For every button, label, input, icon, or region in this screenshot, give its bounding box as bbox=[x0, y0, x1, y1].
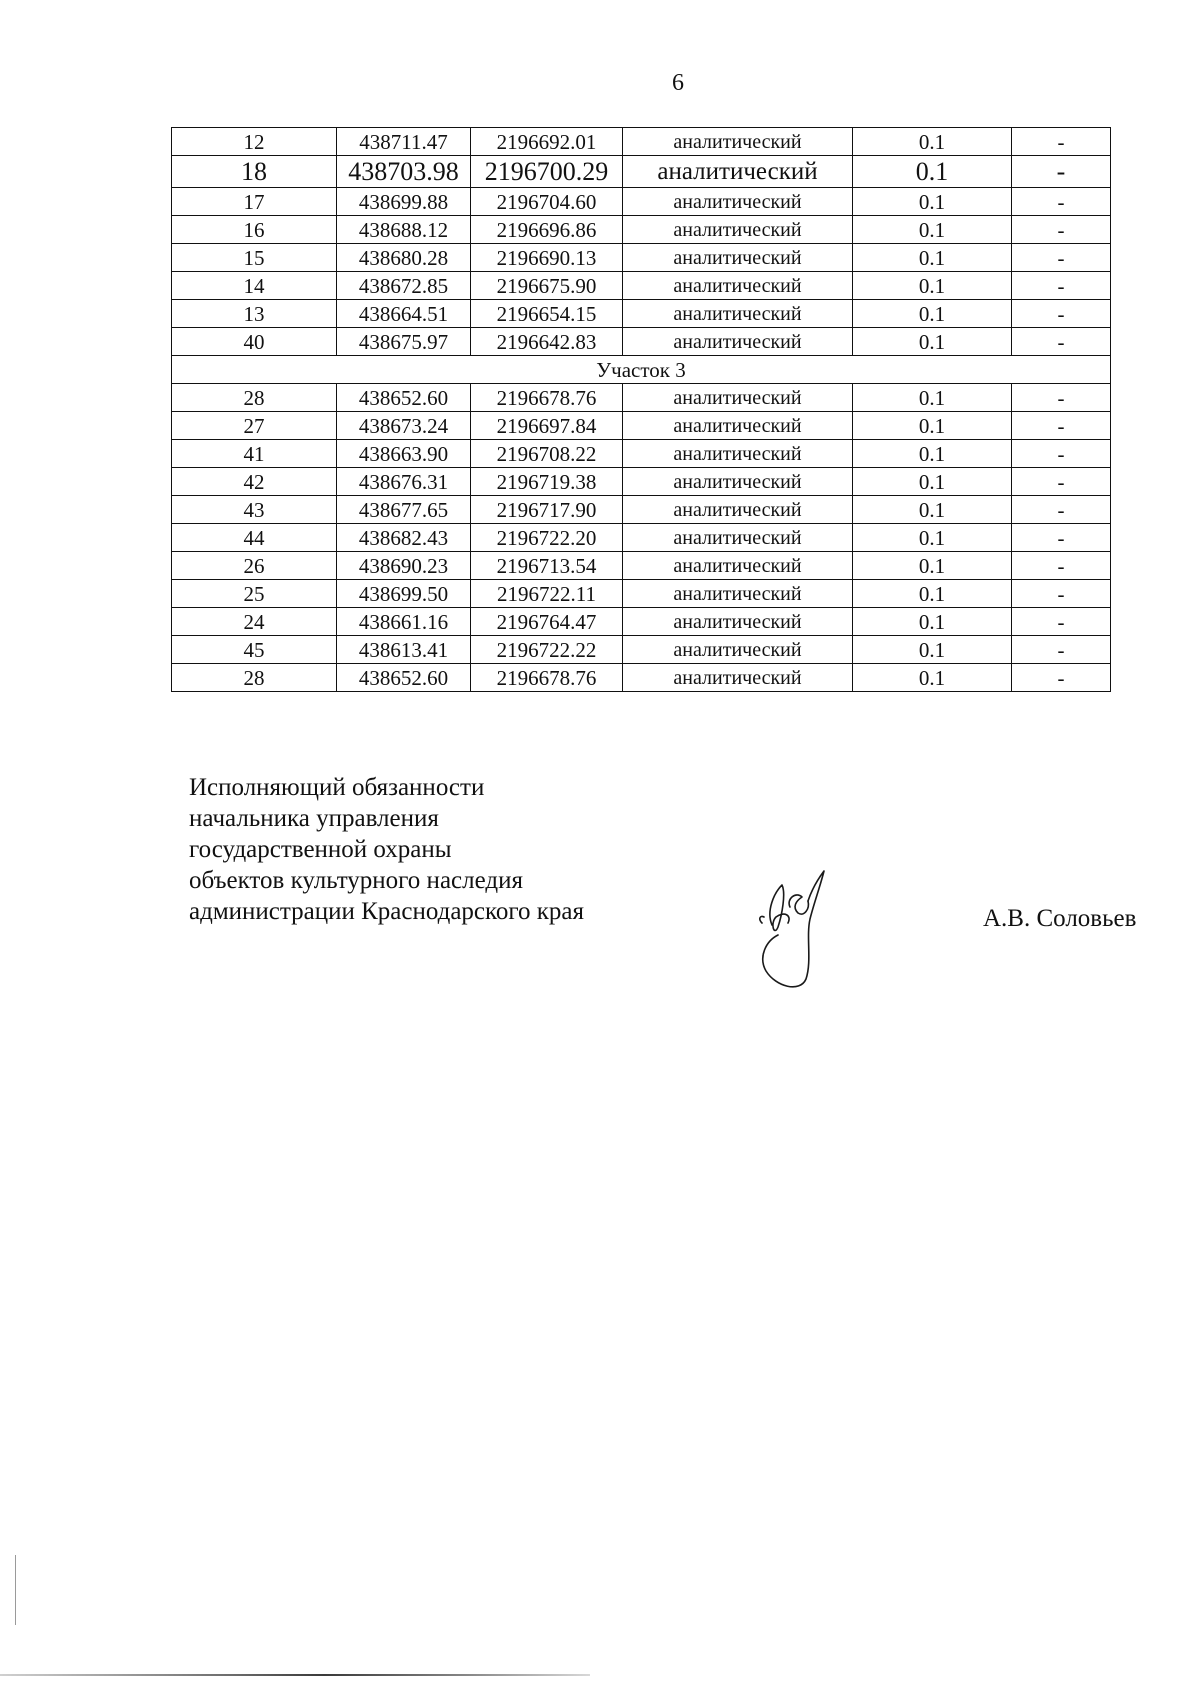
cell-method: аналитический bbox=[623, 496, 853, 524]
cell-method: аналитический bbox=[623, 552, 853, 580]
cell-point-number: 17 bbox=[172, 188, 337, 216]
cell-y-coordinate: 2196764.47 bbox=[471, 608, 623, 636]
cell-x-coordinate: 438664.51 bbox=[337, 300, 471, 328]
table-row bbox=[172, 156, 1111, 188]
signatory-line: объектов культурного наследия bbox=[189, 867, 523, 894]
cell-point-number: 25 bbox=[172, 580, 337, 608]
cell-x-coordinate: 438680.28 bbox=[337, 244, 471, 272]
cell-note: - bbox=[1012, 412, 1111, 440]
cell-x-coordinate: 438675.97 bbox=[337, 328, 471, 356]
cell-x-coordinate: 438613.41 bbox=[337, 636, 471, 664]
cell-note: - bbox=[1012, 216, 1111, 244]
cell-note: - bbox=[1012, 244, 1111, 272]
cell-accuracy: 0.1 bbox=[853, 636, 1012, 664]
cell-x-coordinate: 438652.60 bbox=[337, 384, 471, 412]
cell-y-coordinate: 2196722.22 bbox=[471, 636, 623, 664]
cell-accuracy: 0.1 bbox=[853, 188, 1012, 216]
cell-point-number: 27 bbox=[172, 412, 337, 440]
scan-artifact bbox=[15, 1555, 16, 1625]
section-title: Участок 3 bbox=[172, 356, 1111, 384]
cell-y-coordinate: 2196708.22 bbox=[471, 440, 623, 468]
table-row bbox=[172, 608, 1111, 636]
cell-method: аналитический bbox=[623, 384, 853, 412]
cell-note: - bbox=[1012, 608, 1111, 636]
cell-x-coordinate: 438652.60 bbox=[337, 664, 471, 692]
cell-method: аналитический bbox=[623, 188, 853, 216]
cell-y-coordinate: 2196642.83 bbox=[471, 328, 623, 356]
cell-accuracy: 0.1 bbox=[853, 524, 1012, 552]
cell-method: аналитический bbox=[623, 156, 853, 188]
cell-point-number: 45 bbox=[172, 636, 337, 664]
cell-x-coordinate: 438688.12 bbox=[337, 216, 471, 244]
table-row bbox=[172, 188, 1111, 216]
cell-y-coordinate: 2196678.76 bbox=[471, 384, 623, 412]
cell-y-coordinate: 2196696.86 bbox=[471, 216, 623, 244]
table-row bbox=[172, 552, 1111, 580]
cell-point-number: 28 bbox=[172, 664, 337, 692]
table-row bbox=[172, 580, 1111, 608]
cell-accuracy: 0.1 bbox=[853, 552, 1012, 580]
cell-note: - bbox=[1012, 128, 1111, 156]
cell-accuracy: 0.1 bbox=[853, 608, 1012, 636]
cell-note: - bbox=[1012, 384, 1111, 412]
cell-point-number: 44 bbox=[172, 524, 337, 552]
cell-method: аналитический bbox=[623, 272, 853, 300]
cell-method: аналитический bbox=[623, 608, 853, 636]
table-row bbox=[172, 412, 1111, 440]
cell-x-coordinate: 438699.88 bbox=[337, 188, 471, 216]
table-row bbox=[172, 384, 1111, 412]
cell-method: аналитический bbox=[623, 580, 853, 608]
cell-accuracy: 0.1 bbox=[853, 468, 1012, 496]
cell-method: аналитический bbox=[623, 664, 853, 692]
cell-note: - bbox=[1012, 664, 1111, 692]
table-row bbox=[172, 272, 1111, 300]
table-row bbox=[172, 636, 1111, 664]
cell-accuracy: 0.1 bbox=[853, 496, 1012, 524]
cell-note: - bbox=[1012, 496, 1111, 524]
cell-method: аналитический bbox=[623, 440, 853, 468]
cell-y-coordinate: 2196722.20 bbox=[471, 524, 623, 552]
cell-x-coordinate: 438677.65 bbox=[337, 496, 471, 524]
cell-method: аналитический bbox=[623, 328, 853, 356]
cell-y-coordinate: 2196678.76 bbox=[471, 664, 623, 692]
cell-y-coordinate: 2196722.11 bbox=[471, 580, 623, 608]
cell-method: аналитический bbox=[623, 412, 853, 440]
cell-x-coordinate: 438676.31 bbox=[337, 468, 471, 496]
cell-note: - bbox=[1012, 440, 1111, 468]
cell-point-number: 28 bbox=[172, 384, 337, 412]
cell-accuracy: 0.1 bbox=[853, 384, 1012, 412]
cell-point-number: 15 bbox=[172, 244, 337, 272]
cell-method: аналитический bbox=[623, 300, 853, 328]
cell-point-number: 26 bbox=[172, 552, 337, 580]
cell-point-number: 16 bbox=[172, 216, 337, 244]
table-row bbox=[172, 496, 1111, 524]
table-row bbox=[172, 244, 1111, 272]
cell-x-coordinate: 438663.90 bbox=[337, 440, 471, 468]
cell-x-coordinate: 438673.24 bbox=[337, 412, 471, 440]
cell-point-number: 41 bbox=[172, 440, 337, 468]
cell-accuracy: 0.1 bbox=[853, 272, 1012, 300]
table-row bbox=[172, 664, 1111, 692]
cell-note: - bbox=[1012, 156, 1111, 188]
cell-accuracy: 0.1 bbox=[853, 216, 1012, 244]
cell-point-number: 14 bbox=[172, 272, 337, 300]
signatory-line: администрации Краснодарского края bbox=[189, 898, 585, 925]
cell-y-coordinate: 2196692.01 bbox=[471, 128, 623, 156]
table-row bbox=[172, 440, 1111, 468]
cell-y-coordinate: 2196700.29 bbox=[471, 156, 623, 188]
coordinates-table-body bbox=[172, 128, 1111, 692]
signatory-line: Исполняющий обязанности bbox=[189, 774, 485, 801]
cell-x-coordinate: 438711.47 bbox=[337, 128, 471, 156]
cell-method: аналитический bbox=[623, 636, 853, 664]
signatory-line: государственной охраны bbox=[189, 836, 452, 863]
table-row bbox=[172, 468, 1111, 496]
page-number: 6 bbox=[672, 70, 684, 96]
cell-method: аналитический bbox=[623, 524, 853, 552]
cell-note: - bbox=[1012, 272, 1111, 300]
cell-note: - bbox=[1012, 300, 1111, 328]
cell-x-coordinate: 438703.98 bbox=[337, 156, 471, 188]
cell-accuracy: 0.1 bbox=[853, 244, 1012, 272]
cell-note: - bbox=[1012, 468, 1111, 496]
cell-point-number: 12 bbox=[172, 128, 337, 156]
cell-note: - bbox=[1012, 328, 1111, 356]
signatory-line: начальника управления bbox=[189, 805, 439, 832]
cell-note: - bbox=[1012, 552, 1111, 580]
cell-method: аналитический bbox=[623, 216, 853, 244]
cell-point-number: 43 bbox=[172, 496, 337, 524]
cell-point-number: 40 bbox=[172, 328, 337, 356]
cell-note: - bbox=[1012, 188, 1111, 216]
table-row bbox=[172, 128, 1111, 156]
cell-accuracy: 0.1 bbox=[853, 128, 1012, 156]
cell-point-number: 24 bbox=[172, 608, 337, 636]
cell-method: аналитический bbox=[623, 128, 853, 156]
cell-y-coordinate: 2196713.54 bbox=[471, 552, 623, 580]
cell-y-coordinate: 2196675.90 bbox=[471, 272, 623, 300]
table-row bbox=[172, 300, 1111, 328]
cell-accuracy: 0.1 bbox=[853, 664, 1012, 692]
cell-x-coordinate: 438661.16 bbox=[337, 608, 471, 636]
coordinates-table bbox=[171, 127, 1111, 692]
cell-y-coordinate: 2196717.90 bbox=[471, 496, 623, 524]
cell-note: - bbox=[1012, 580, 1111, 608]
cell-x-coordinate: 438682.43 bbox=[337, 524, 471, 552]
cell-point-number: 13 bbox=[172, 300, 337, 328]
scan-artifact-line bbox=[0, 1674, 590, 1676]
cell-y-coordinate: 2196690.13 bbox=[471, 244, 623, 272]
cell-point-number: 18 bbox=[172, 156, 337, 188]
table-row bbox=[172, 524, 1111, 552]
cell-accuracy: 0.1 bbox=[853, 412, 1012, 440]
cell-x-coordinate: 438699.50 bbox=[337, 580, 471, 608]
section-header-row bbox=[172, 356, 1111, 384]
cell-accuracy: 0.1 bbox=[853, 580, 1012, 608]
cell-accuracy: 0.1 bbox=[853, 328, 1012, 356]
cell-point-number: 42 bbox=[172, 468, 337, 496]
cell-note: - bbox=[1012, 524, 1111, 552]
cell-method: аналитический bbox=[623, 468, 853, 496]
cell-accuracy: 0.1 bbox=[853, 156, 1012, 188]
cell-y-coordinate: 2196654.15 bbox=[471, 300, 623, 328]
cell-x-coordinate: 438672.85 bbox=[337, 272, 471, 300]
cell-y-coordinate: 2196697.84 bbox=[471, 412, 623, 440]
cell-accuracy: 0.1 bbox=[853, 300, 1012, 328]
table-row bbox=[172, 216, 1111, 244]
cell-accuracy: 0.1 bbox=[853, 440, 1012, 468]
cell-y-coordinate: 2196719.38 bbox=[471, 468, 623, 496]
cell-x-coordinate: 438690.23 bbox=[337, 552, 471, 580]
signatory-position bbox=[189, 772, 584, 927]
handwritten-signature-icon bbox=[752, 863, 832, 995]
cell-method: аналитический bbox=[623, 244, 853, 272]
signer-name: А.В. Соловьев bbox=[983, 905, 1137, 932]
cell-y-coordinate: 2196704.60 bbox=[471, 188, 623, 216]
cell-note: - bbox=[1012, 636, 1111, 664]
table-row bbox=[172, 328, 1111, 356]
